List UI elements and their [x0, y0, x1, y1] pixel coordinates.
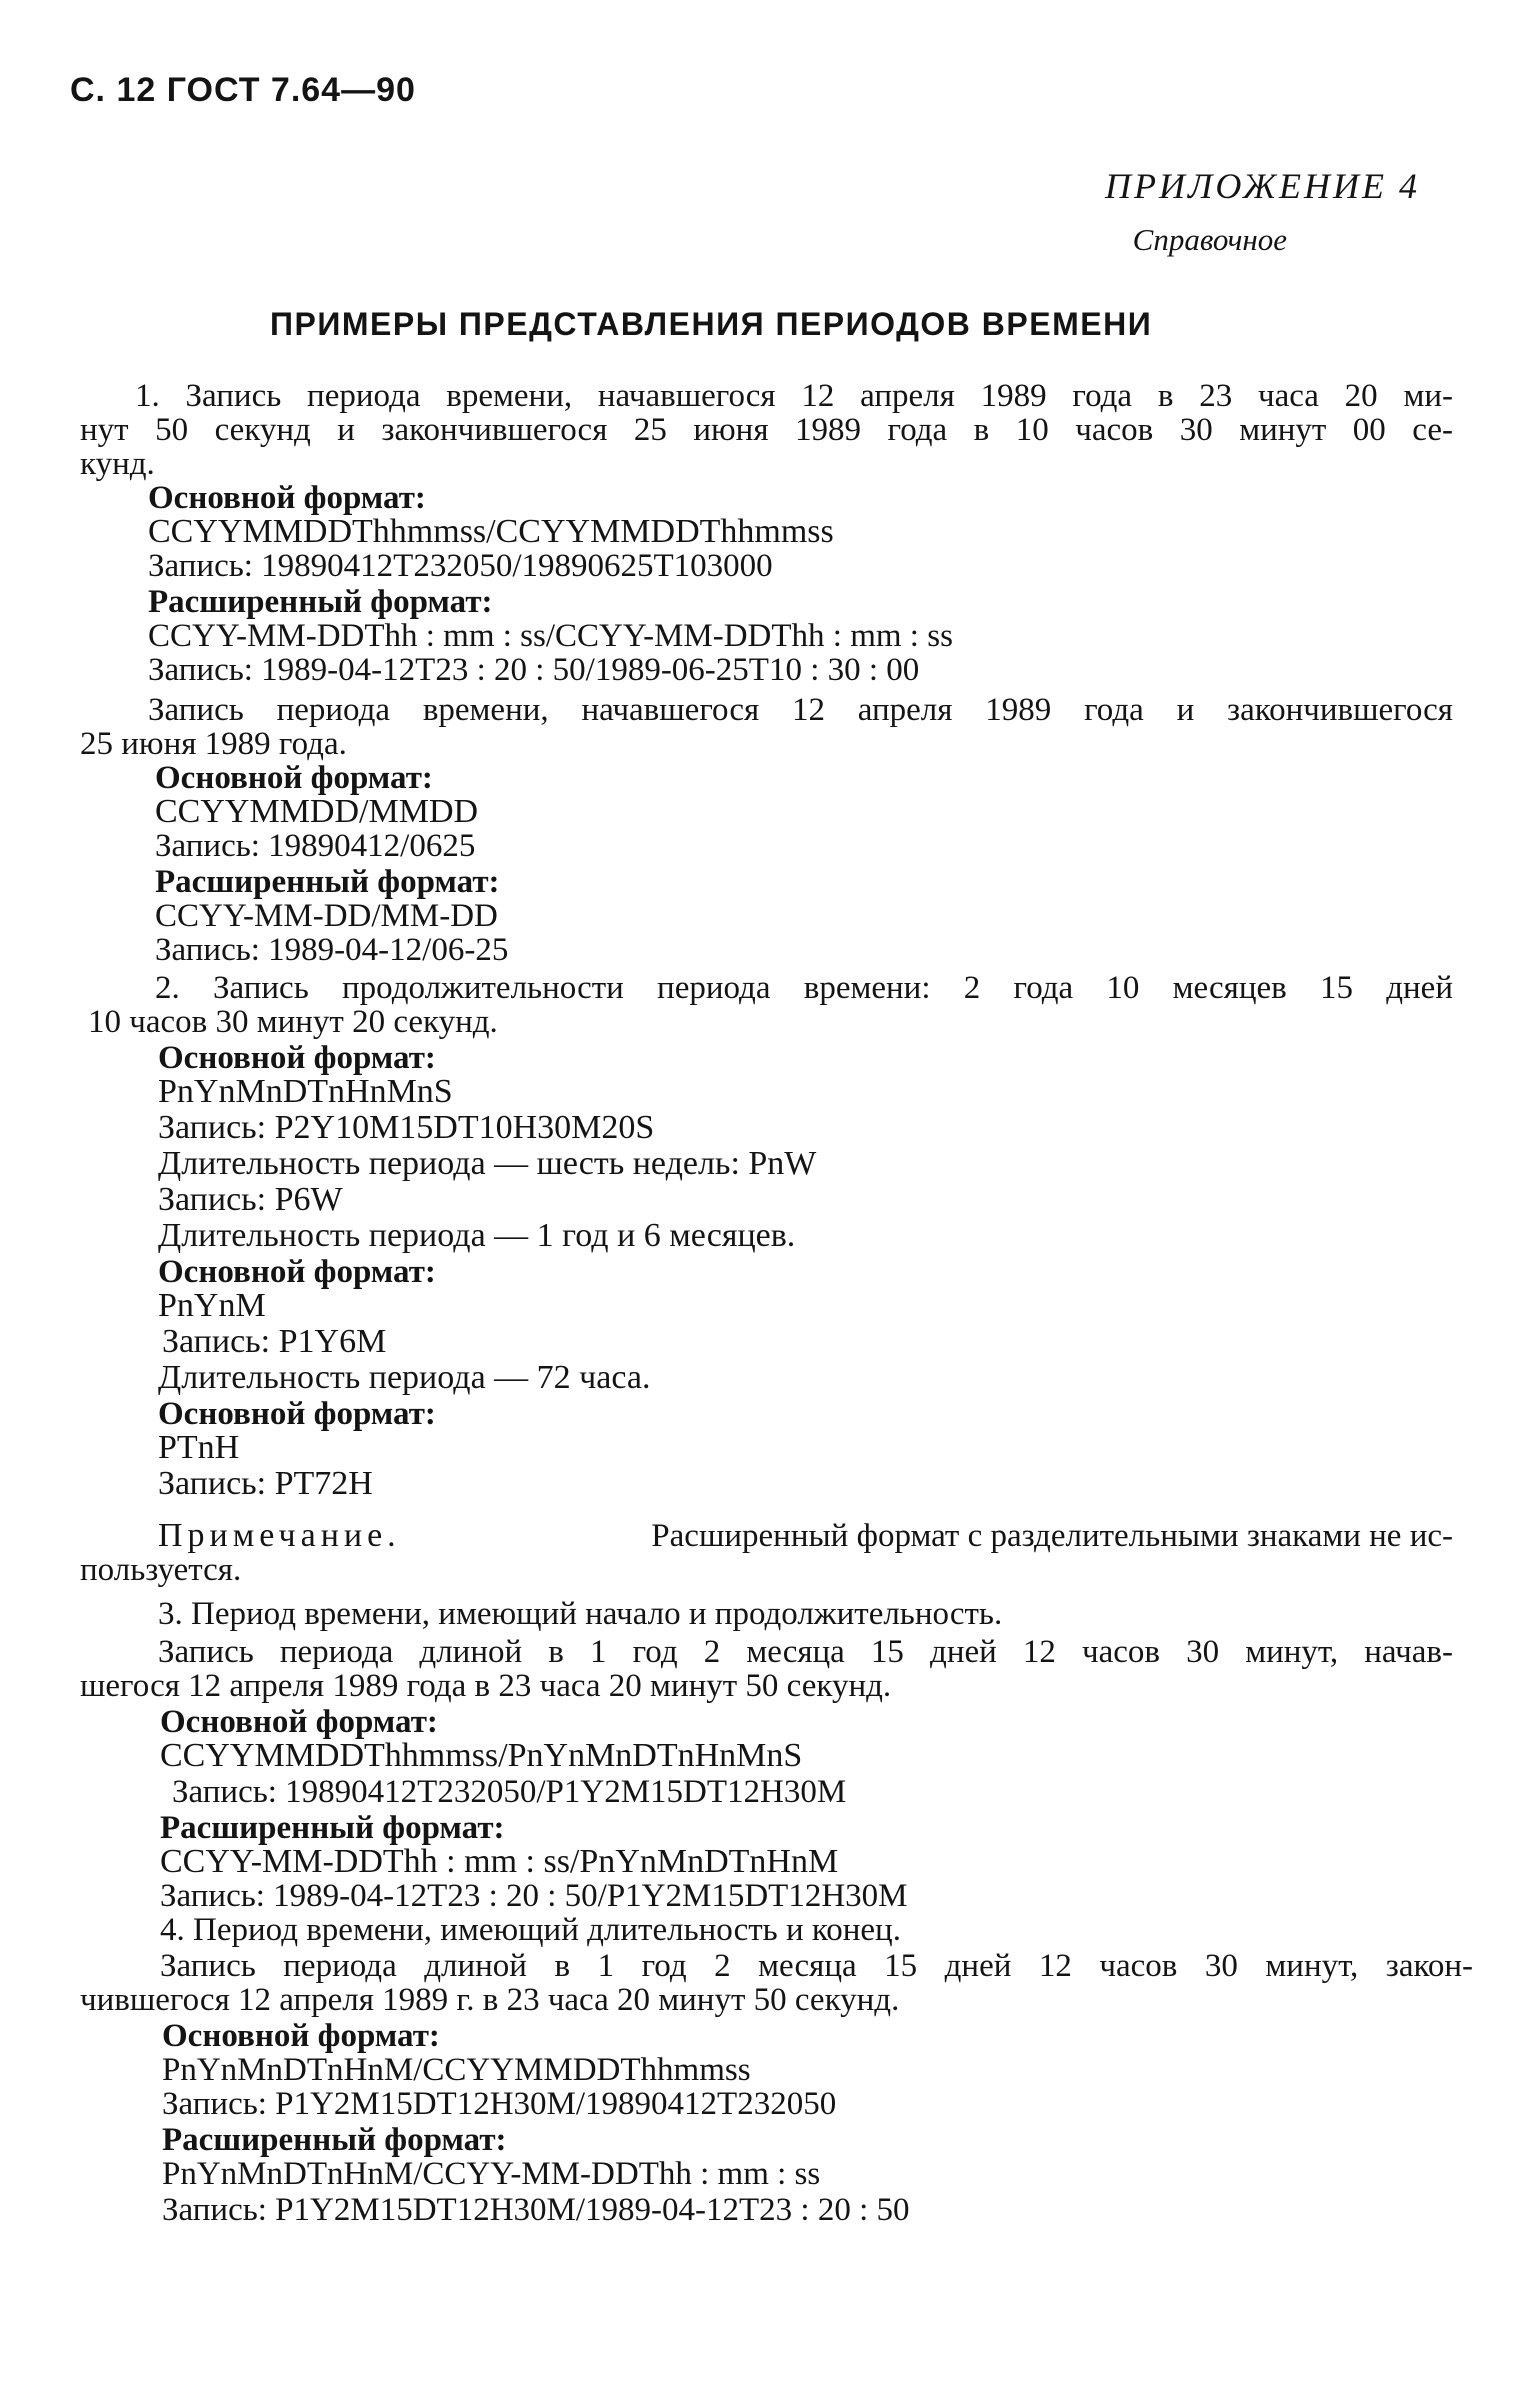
format-pattern: CCYY-MM-DDThh : mm : ss/CCYY-MM-DDThh : mm : ss [148, 618, 953, 654]
format-heading: Расширенный формат: [162, 2122, 507, 2158]
note-label: Примечание. [158, 1517, 401, 1554]
record-example: Запись: 1989-04-12/06-25 [155, 932, 509, 968]
paragraph-line: нут 50 секунд и закончившегося 25 июня 1989 года в 10 часов 30 минут 00 се- [80, 412, 1453, 448]
record-example: Запись: P2Y10M15DT10H30M20S [158, 1109, 655, 1146]
format-heading: Основной формат: [162, 2018, 440, 2054]
record-example: Запись: PT72H [158, 1465, 373, 1502]
paragraph-line: кунд. [80, 446, 155, 482]
format-heading: Основной формат: [158, 1040, 436, 1076]
record-example: Запись: P1Y2M15DT12H30M/1989-04-12T23 : 20 : 50 [162, 2192, 910, 2228]
format-heading: Основной формат: [160, 1704, 438, 1740]
appendix-type: Справочное [1132, 222, 1287, 257]
format-pattern: PnYnM [158, 1287, 266, 1324]
record-example: Запись: 19890412/0625 [155, 828, 476, 864]
record-example: Запись: 19890412T232050/P1Y2M15DT12H30M [172, 1774, 847, 1810]
format-heading: Основной формат: [148, 480, 426, 516]
paragraph-line: 10 часов 30 минут 20 секунд. [88, 1004, 498, 1040]
record-example: Запись: 1989-04-12T23 : 20 : 50/1989-06-25T10 : 30 : 00 [148, 652, 920, 688]
paragraph-line: Запись периода длиной в 1 год 2 месяца 15 дней 12 часов 30 минут, закон- [160, 1948, 1473, 1984]
format-pattern: CCYY-MM-DDThh : mm : ss/PnYnMnDTnHnM [160, 1843, 839, 1880]
paragraph-line: 25 июня 1989 года. [80, 726, 347, 762]
note-text: Расширенный формат с разделительными знаками не ис- [651, 1518, 1453, 1554]
format-heading: Основной формат: [155, 760, 433, 796]
paragraph-line: Длительность периода — 72 часа. [158, 1359, 651, 1396]
paragraph-line: Запись периода времени, начавшегося 12 апреля 1989 года и закончившегося [148, 692, 1453, 728]
appendix-label: ПРИЛОЖЕНИЕ 4 [1105, 166, 1420, 206]
record-example: Запись: P1Y2M15DT12H30M/19890412T232050 [162, 2086, 837, 2122]
record-example: Запись: P1Y6M [162, 1323, 387, 1360]
paragraph-line: пользуется. [80, 1552, 242, 1588]
format-heading: Основной формат: [158, 1254, 436, 1290]
format-pattern: PnYnMnDTnHnM/CCYY-MM-DDThh : mm : ss [162, 2156, 821, 2192]
format-heading: Расширенный формат: [148, 584, 493, 620]
paragraph-line: шегося 12 апреля 1989 года в 23 часа 20 минут 50 секунд. [80, 1668, 892, 1704]
record-example: Запись: P6W [158, 1181, 343, 1218]
paragraph-line: Длительность периода — 1 год и 6 месяцев. [158, 1217, 796, 1254]
paragraph-line: Длительность периода — шесть недель: PnW [158, 1145, 817, 1182]
paragraph-line: 4. Период времени, имеющий длительность и конец. [160, 1912, 901, 1948]
format-heading: Расширенный формат: [155, 864, 500, 900]
format-pattern: PTnH [158, 1429, 240, 1466]
paragraph-line: 2. Запись продолжительности периода времени: 2 года 10 месяцев 15 дней [155, 970, 1453, 1006]
format-pattern: PnYnMnDTnHnM/CCYYMMDDThhmmss [162, 2052, 751, 2088]
format-pattern: CCYYMMDD/MMDD [155, 793, 479, 830]
record-example: Запись: 19890412T232050/19890625T103000 [148, 548, 773, 584]
paragraph-line: Запись периода длиной в 1 год 2 месяца 15 дней 12 часов 30 минут, начав- [158, 1634, 1453, 1670]
format-pattern: CCYYMMDDThhmmss/CCYYMMDDThhmmss [148, 513, 834, 550]
paragraph-line: 3. Период времени, имеющий начало и продолжительность. [158, 1596, 1003, 1632]
format-pattern: CCYY-MM-DD/MM-DD [155, 898, 498, 934]
note-line [158, 1518, 1453, 1554]
format-heading: Основной формат: [158, 1396, 436, 1432]
format-pattern: PnYnMnDTnHnMnS [158, 1073, 453, 1110]
paragraph-line: 1. Запись периода времени, начавшегося 12 апреля 1989 года в 23 часа 20 ми- [135, 378, 1453, 414]
record-example: Запись: 1989-04-12T23 : 20 : 50/P1Y2M15DT12H30M [160, 1878, 908, 1914]
format-pattern: CCYYMMDDThhmmss/PnYnMnDTnHnMnS [160, 1737, 803, 1774]
page-reference: С. 12 ГОСТ 7.64—90 [70, 71, 416, 109]
format-heading: Расширенный формат: [160, 1810, 505, 1846]
paragraph-line: чившегося 12 апреля 1989 г. в 23 часа 20 минут 50 секунд. [80, 1982, 900, 2018]
document-title: ПРИМЕРЫ ПРЕДСТАВЛЕНИЯ ПЕРИОДОВ ВРЕМЕНИ [270, 306, 1153, 342]
